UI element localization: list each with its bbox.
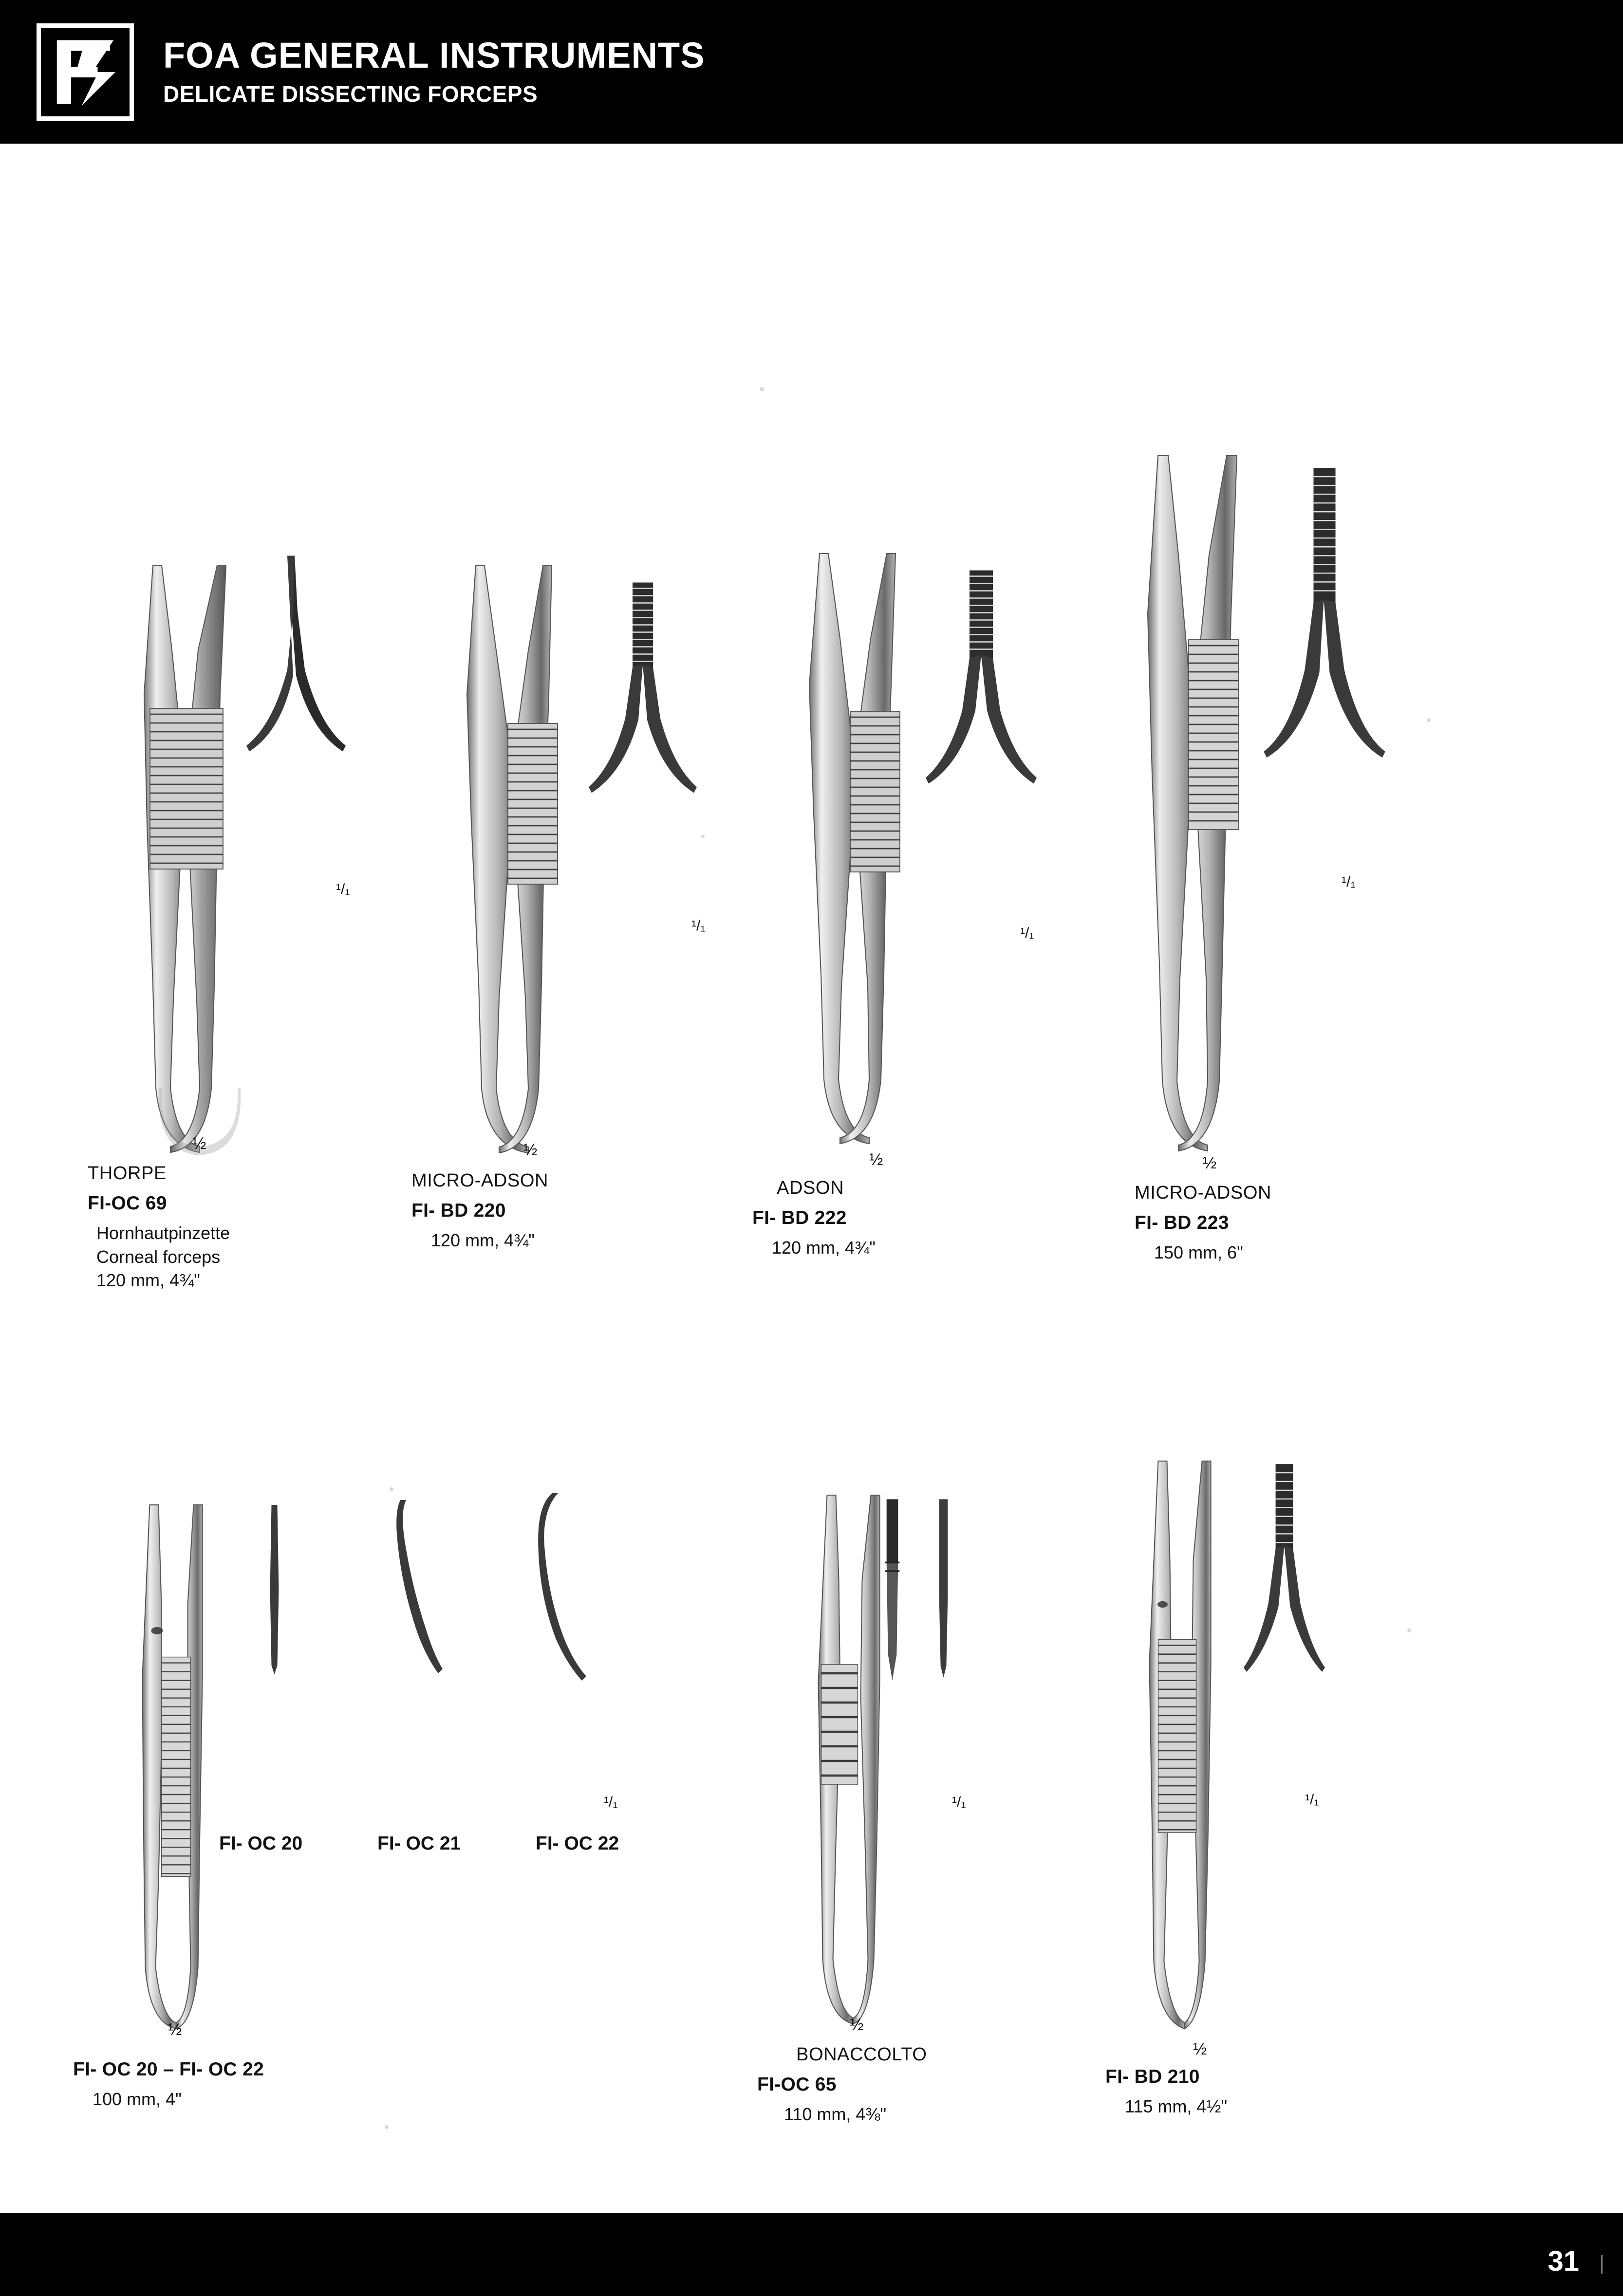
scale-label-1-1: ¹/₁: [1342, 874, 1356, 890]
tip-code-oc-21: FI- OC 21: [377, 1833, 461, 1854]
product-name: BONACCOLTO: [796, 2044, 927, 2065]
product-tip-detail-micro-adson-223: [1256, 465, 1393, 779]
scale-label-1-1: ¹/₁: [1020, 925, 1034, 941]
scale-label-1-1: ¹/₁: [1305, 1792, 1319, 1808]
product-code: FI- OC 20 – FI- OC 22: [73, 2059, 264, 2080]
scale-label-half: ½: [869, 1150, 883, 1169]
paper-speck: [390, 1487, 393, 1491]
product-tip-detail-oc-21: [394, 1497, 453, 1685]
scale-label-half: ½: [1193, 2040, 1207, 2058]
footer-divider: [1601, 2255, 1603, 2274]
scale-label-half: ½: [168, 2020, 182, 2039]
product-tip-detail-micro-adson-220: [577, 579, 709, 820]
paper-speck: [760, 387, 764, 391]
tip-code-oc-22: FI- OC 22: [536, 1833, 619, 1854]
product-tip-detail-bonaccolto-a: [877, 1495, 908, 1692]
catalog-page-body: [0, 144, 1623, 2213]
tip-code-oc-20: FI- OC 20: [219, 1833, 303, 1854]
product-tip-detail-adson-222: [915, 567, 1047, 808]
page-number: 31: [1548, 2245, 1579, 2277]
paper-speck: [1407, 1629, 1411, 1632]
product-code: FI- BD 222: [752, 1207, 847, 1229]
product-size: 115 mm, 4½": [1125, 2096, 1228, 2116]
product-tip-detail-oc-22: [538, 1490, 604, 1685]
scale-label-1-1: ¹/₁: [691, 918, 706, 934]
scale-label-half: ½: [1203, 1154, 1217, 1172]
page-title: FOA GENERAL INSTRUMENTS: [163, 35, 705, 75]
product-name: MICRO-ADSON: [411, 1170, 549, 1191]
scale-label-1-1: ¹/₁: [604, 1794, 618, 1810]
paper-speck: [385, 2125, 389, 2129]
product-name: THORPE: [88, 1163, 167, 1184]
product-code: FI- BD 223: [1135, 1212, 1229, 1234]
product-code: FI- BD 210: [1105, 2066, 1200, 2087]
page-header: [0, 0, 1623, 144]
product-code: FI- BD 220: [411, 1200, 506, 1222]
scale-label-1-1: ¹/₁: [952, 1794, 966, 1810]
product-caption-2: [411, 1168, 548, 1253]
product-caption-3: [752, 1176, 876, 1260]
product-size: 150 mm, 6": [1154, 1242, 1243, 1262]
product-name: ADSON: [777, 1178, 844, 1198]
product-caption-4: [1135, 1181, 1271, 1265]
product-desc-en: Corneal forceps: [96, 1246, 221, 1267]
product-tip-detail-oc-20: [258, 1502, 292, 1680]
product-size: 120 mm, 4¾": [96, 1270, 200, 1291]
product-tip-detail-thorpe: [229, 553, 360, 794]
product-tip-detail-bonaccolto-b: [928, 1495, 959, 1692]
page-footer: [0, 2213, 1623, 2296]
product-illustration-bd-210: [1120, 1458, 1242, 2040]
paper-speck: [701, 835, 705, 838]
product-caption-7: [1105, 2064, 1227, 2118]
product-illustration-oc-20-22: [114, 1502, 236, 2040]
paper-speck: [1427, 718, 1431, 722]
scale-label-half: ½: [192, 1134, 206, 1153]
scale-label-1-1: ¹/₁: [336, 881, 350, 897]
product-size: 120 mm, 4¾": [772, 1237, 876, 1258]
scale-label-half: ½: [850, 2016, 864, 2034]
product-size: 110 mm, 4⅜": [784, 2104, 887, 2124]
product-code: FI-OC 65: [757, 2074, 837, 2095]
product-code: FI-OC 69: [88, 1193, 167, 1214]
product-desc-de: Hornhautpinzette: [96, 1222, 230, 1243]
page-subtitle: DELICATE DISSECTING FORCEPS: [163, 81, 538, 107]
foa-logo-icon: [37, 23, 134, 121]
product-caption-1: [88, 1161, 230, 1293]
product-tip-detail-bd-210: [1232, 1461, 1329, 1697]
product-size: 120 mm, 4¾": [431, 1230, 535, 1250]
product-caption-6: [757, 2042, 927, 2127]
product-size: 100 mm, 4": [93, 2089, 182, 2109]
product-name: MICRO-ADSON: [1135, 1183, 1272, 1203]
scale-label-half: ½: [523, 1141, 538, 1159]
product-caption-5: [73, 2057, 264, 2111]
